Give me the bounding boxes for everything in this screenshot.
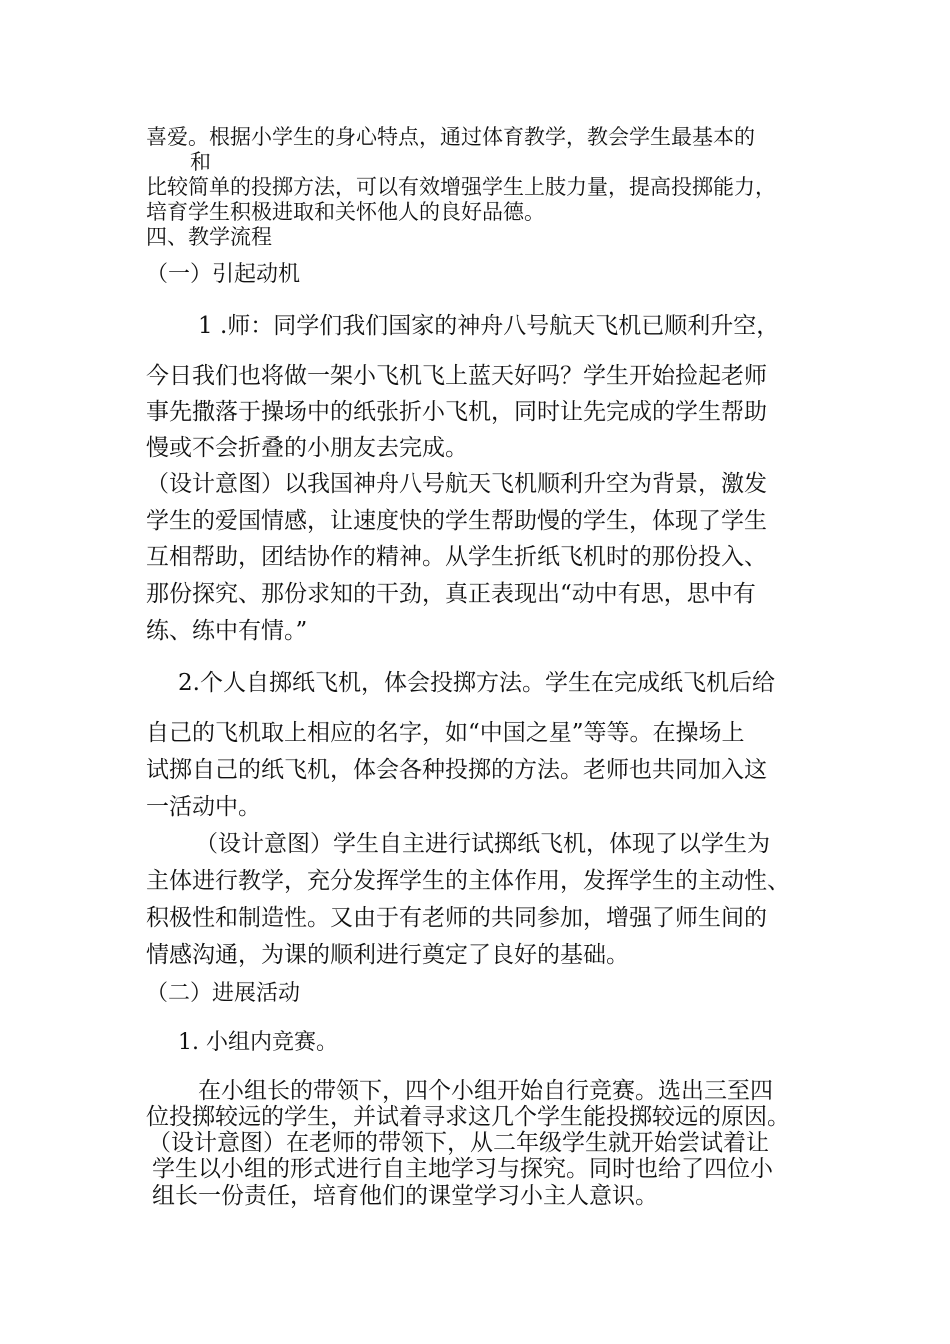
text-line: 一活动中。 bbox=[146, 794, 261, 820]
text-line: 今日我们也将做一架小飞机飞上蓝天好吗？学生开始捡起老师 bbox=[146, 363, 767, 389]
text-line: （设计意图）以我国神舟八号航天飞机顺利升空为背景，激发 bbox=[146, 471, 767, 497]
text-line: 在小组长的带领下，四个小组开始自行竞赛。选出三至四 bbox=[198, 1078, 773, 1104]
text-line: 自己的飞机取上相应的名字，如“中国之星”等等。在操场上 bbox=[146, 720, 745, 746]
text-line: 那份探究、那份求知的干劲，真正表现出“动中有思，思中有 bbox=[146, 581, 756, 607]
text-line: 积极性和制造性。又由于有老师的共同参加，增强了师生间的 bbox=[146, 905, 767, 931]
text-line: 培育学生积极进取和关怀他人的良好品德。 bbox=[146, 200, 545, 224]
text-line: 互相帮助，团结协作的精神。从学生折纸飞机时的那份投入、 bbox=[146, 544, 767, 570]
text-line: 情感沟通，为课的顺利进行奠定了良好的基础。 bbox=[146, 942, 629, 968]
section-heading: 四、教学流程 bbox=[146, 225, 272, 249]
subsection-heading: （一）引起动机 bbox=[146, 262, 301, 287]
text-line: 学生以小组的形式进行自主地学习与探究。同时也给了四位小 bbox=[152, 1156, 773, 1182]
text-line: 试掷自己的纸飞机，体会各种投掷的方法。老师也共同加入这 bbox=[146, 757, 767, 783]
text-line: 练、练中有情。” bbox=[146, 618, 308, 644]
text-line: （设计意图）学生自主进行试掷纸飞机，体现了以学生为 bbox=[195, 831, 770, 857]
text-line: 组长一份责任，培育他们的课堂学习小主人意识。 bbox=[152, 1183, 658, 1209]
text-line: 2.个人自掷纸飞机，体会投掷方法。学生在完成纸飞机后给 bbox=[178, 670, 775, 696]
text-line: 比较简单的投掷方法，可以有效增强学生上肢力量，提高投掷能力， bbox=[146, 175, 776, 199]
text-line: 1. 小组内竞赛。 bbox=[178, 1030, 338, 1055]
text-line: 慢或不会折叠的小朋友去完成。 bbox=[146, 435, 468, 461]
text-line: （设计意图）在老师的带领下，从二年级学生就开始尝试着让 bbox=[148, 1130, 769, 1156]
text-line: 喜爱。根据小学生的身心特点，通过体育教学，教会学生最基本的 bbox=[146, 125, 755, 149]
text-line: 主体进行教学，充分发挥学生的主体作用，发挥学生的主动性、 bbox=[146, 868, 790, 894]
text-line: 和 bbox=[190, 150, 211, 174]
subsection-heading: （二）进展活动 bbox=[146, 981, 301, 1006]
text-line: 学生的爱国情感，让速度快的学生帮助慢的学生，体现了学生 bbox=[146, 508, 767, 534]
text-line: 事先撒落于操场中的纸张折小飞机，同时让先完成的学生帮助 bbox=[146, 399, 767, 425]
text-line: 位投掷较远的学生，并试着寻求这几个学生能投掷较远的原因。 bbox=[146, 1104, 790, 1130]
text-line: 1 .师：同学们我们国家的神舟八号航天飞机已顺利升空， bbox=[198, 313, 780, 339]
